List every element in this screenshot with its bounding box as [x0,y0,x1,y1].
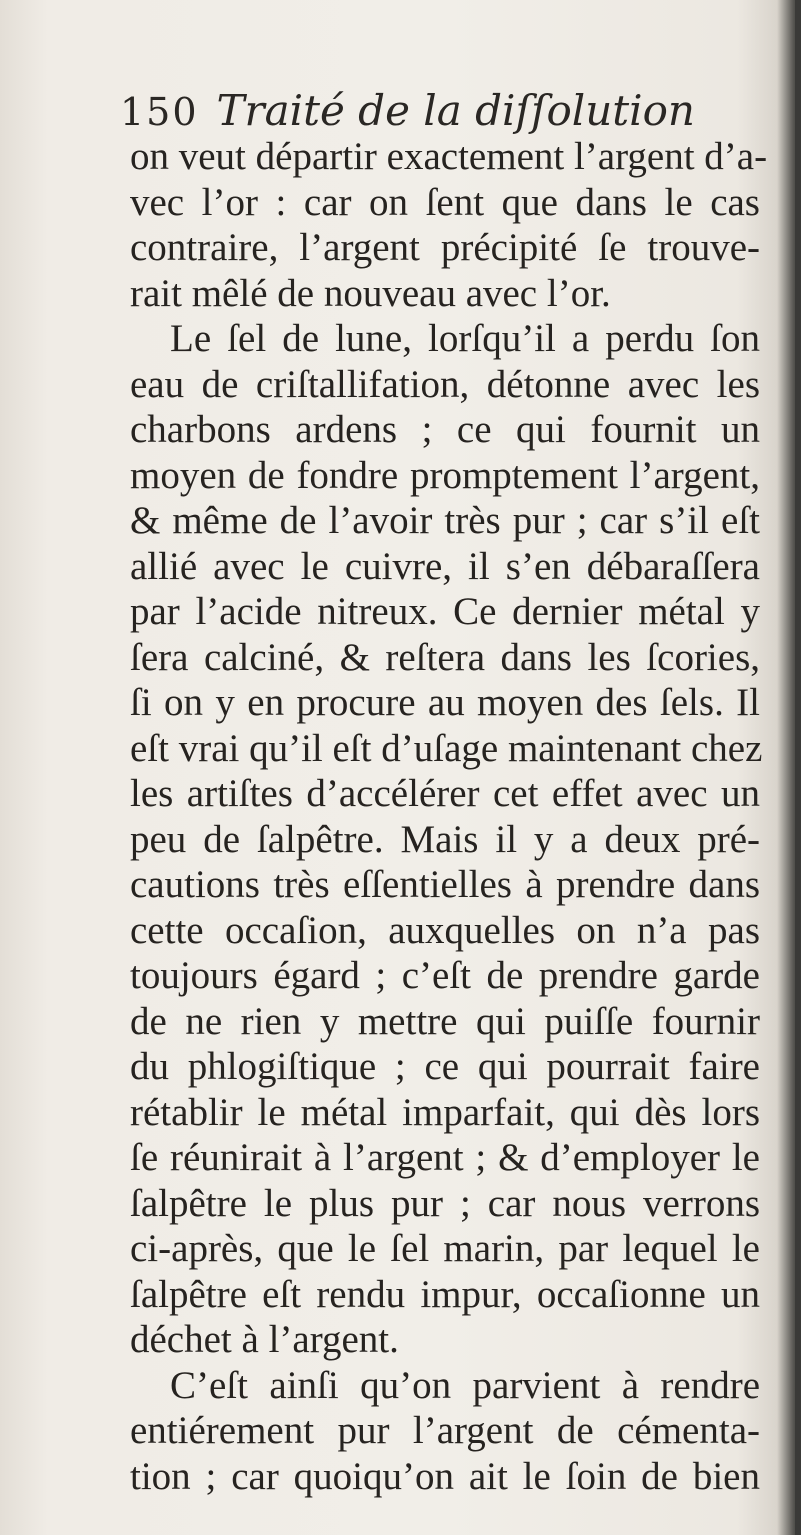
page-edge-shadow [795,0,801,1535]
text-line: tion ; car quoiqu’on ait le ſoin de bien [130,1454,760,1498]
text-line: par l’acide nitreux. Ce dernier métal y [130,590,760,633]
text-line: on veut départir exactement l’argent d’a- [130,135,768,178]
text-line: les artiſtes d’accélérer cet effet avec un [130,772,760,815]
text-line: rétablir le métal imparfait, qui dès lors [130,1090,760,1134]
text-line: de ne rien y mettre qui puiſſe fournir [130,999,760,1043]
body-text [130,134,768,1499]
text-line: cette occaſion, auxquelles on n’a pas [130,908,760,952]
text-line: C’eſt ainſi qu’on parvient à rendre [170,1363,760,1407]
text-line: déchet à l’argent. [130,1318,399,1361]
text-line: moyen de fondre promptement l’argent, [130,453,760,497]
page-number: 150 [120,90,199,134]
text-line: vec l’or : car on ſent que dans le cas [130,180,760,224]
text-line: ſe réunirait à l’argent ; & d’employer le [130,1136,760,1179]
running-title: Traité de la diſſolution [216,86,695,135]
text-line: toujours égard ; c’eſt de prendre garde [130,954,760,997]
text-line: ci-après, que le ſel marin, par lequel le [130,1227,760,1270]
text-line: allié avec le cuivre, il s’en débaraſſera [130,544,760,588]
text-line: ſalpêtre le plus pur ; car nous verrons [130,1181,760,1225]
text-line: ſalpêtre eſt rendu impur, occaſionne un [130,1272,760,1316]
text-line: peu de ſalpêtre. Mais il y a deux pré- [130,817,760,861]
text-line: charbons ardens ; ce qui fournit un [130,408,760,451]
text-line: cautions très eſſentielles à prendre dans [130,863,760,906]
text-line: eſt vrai qu’il eſt d’uſage maintenant chez [130,726,763,770]
text-line: ſera calciné, & reſtera dans les ſcories, [130,635,760,679]
text-line: rait mêlé de nouveau avec l’or. [130,271,611,315]
text-line: eau de criſtallifation, détonne avec les [130,362,760,406]
text-line: Le ſel de lune, lorſqu’il a perdu ſon [170,317,760,360]
text-line: entiérement pur l’argent de cémenta- [130,1409,760,1452]
text-line: du phlogiſtique ; ce qui pourrait faire [130,1045,760,1088]
text-line: contraire, l’argent précipité ſe trouve- [130,226,760,269]
page-header [120,86,695,135]
text-line: ſi on y en procure au moyen des ſels. Il [130,681,760,724]
text-line: & même de l’avoir très pur ; car s’il eſt [130,499,760,542]
